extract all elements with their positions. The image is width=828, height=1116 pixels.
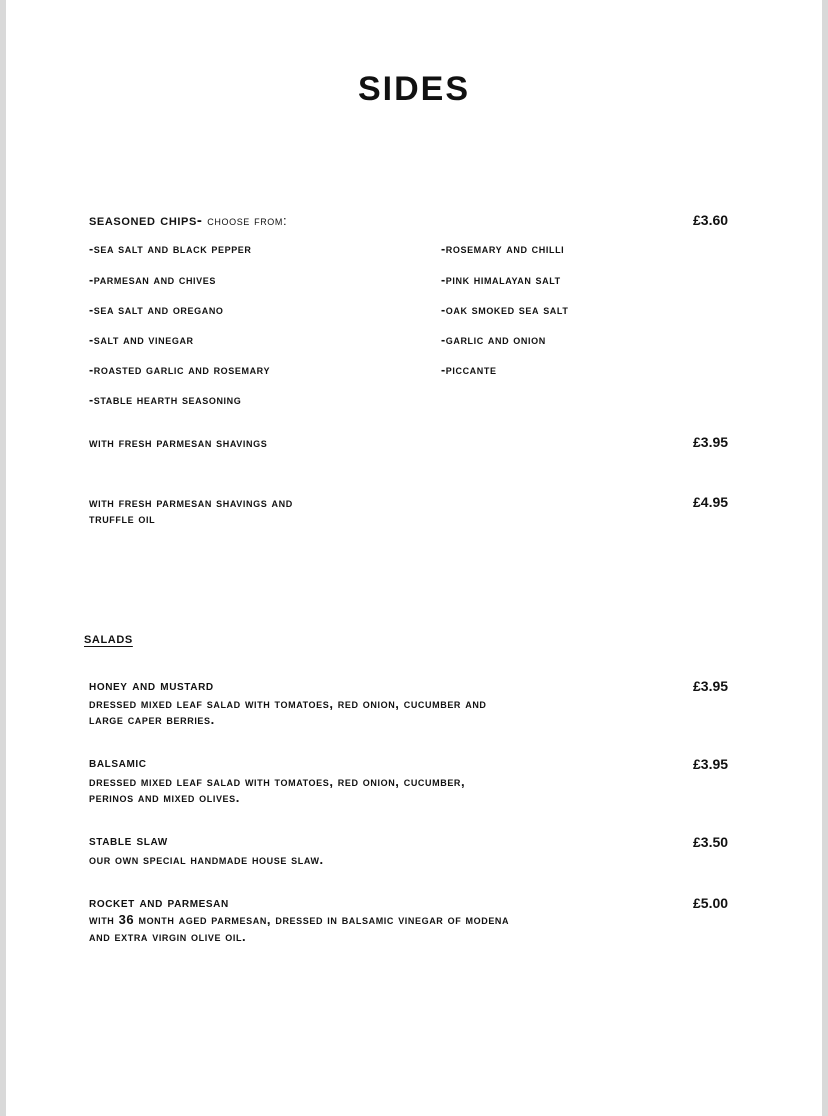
chips-price: £3.60 xyxy=(693,212,729,228)
salad-price: £3.95 xyxy=(693,756,729,772)
extra-item-line: with fresh parmesan shavings xyxy=(89,435,268,450)
extra-item-line: with fresh parmesan shavings and xyxy=(89,495,293,510)
chip-option: -sea salt and black pepper xyxy=(89,242,252,256)
chip-option: -sea salt and oregano xyxy=(89,303,224,317)
salad-price: £3.50 xyxy=(693,834,729,850)
salad-name: balsamic xyxy=(89,755,147,771)
chip-option: -pink himalayan salt xyxy=(441,273,561,287)
chip-option: -piccante xyxy=(441,363,497,377)
chips-heading-label: seasoned chips- xyxy=(89,212,203,229)
chip-option: -garlic and onion xyxy=(441,333,546,347)
salad-description: and extra virgin olive oil. xyxy=(89,929,247,944)
menu-page xyxy=(6,0,822,1116)
extra-item-price: £4.95 xyxy=(693,494,729,510)
extra-item-line: truffle oil xyxy=(89,511,156,526)
chip-option: -roasted garlic and rosemary xyxy=(89,363,271,377)
salad-name: honey and mustard xyxy=(89,678,214,694)
salad-description: perinos and mixed olives. xyxy=(89,790,240,805)
salad-description: dressed mixed leaf salad with tomatoes, red onion, cucumber and xyxy=(89,696,487,711)
salad-description: dressed mixed leaf salad with tomatoes, red onion, cucumber, xyxy=(89,774,466,789)
salad-name: rocket and parmesan xyxy=(89,895,229,911)
chip-option: -parmesan and chives xyxy=(89,273,216,287)
salad-price: £3.95 xyxy=(693,678,729,694)
salad-description: our own special handmade house slaw. xyxy=(89,852,324,867)
chip-option: -rosemary and chilli xyxy=(441,242,565,256)
salad-price: £5.00 xyxy=(693,895,729,911)
chip-option: -salt and vinegar xyxy=(89,333,194,347)
salad-description: with 36 month aged parmesan, dressed in balsamic vinegar of modena xyxy=(89,912,510,927)
salad-name: stable slaw xyxy=(89,833,168,849)
chip-option: -stable hearth seasoning xyxy=(89,393,242,407)
extra-item-price: £3.95 xyxy=(693,434,729,450)
chips-heading xyxy=(89,212,287,229)
chip-option: -oak smoked sea salt xyxy=(441,303,569,317)
salad-description: large caper berries. xyxy=(89,712,215,727)
chips-choose-label: choose from: xyxy=(207,213,288,228)
page-title: SIDES xyxy=(357,70,471,108)
salads-heading: salads xyxy=(84,630,133,647)
